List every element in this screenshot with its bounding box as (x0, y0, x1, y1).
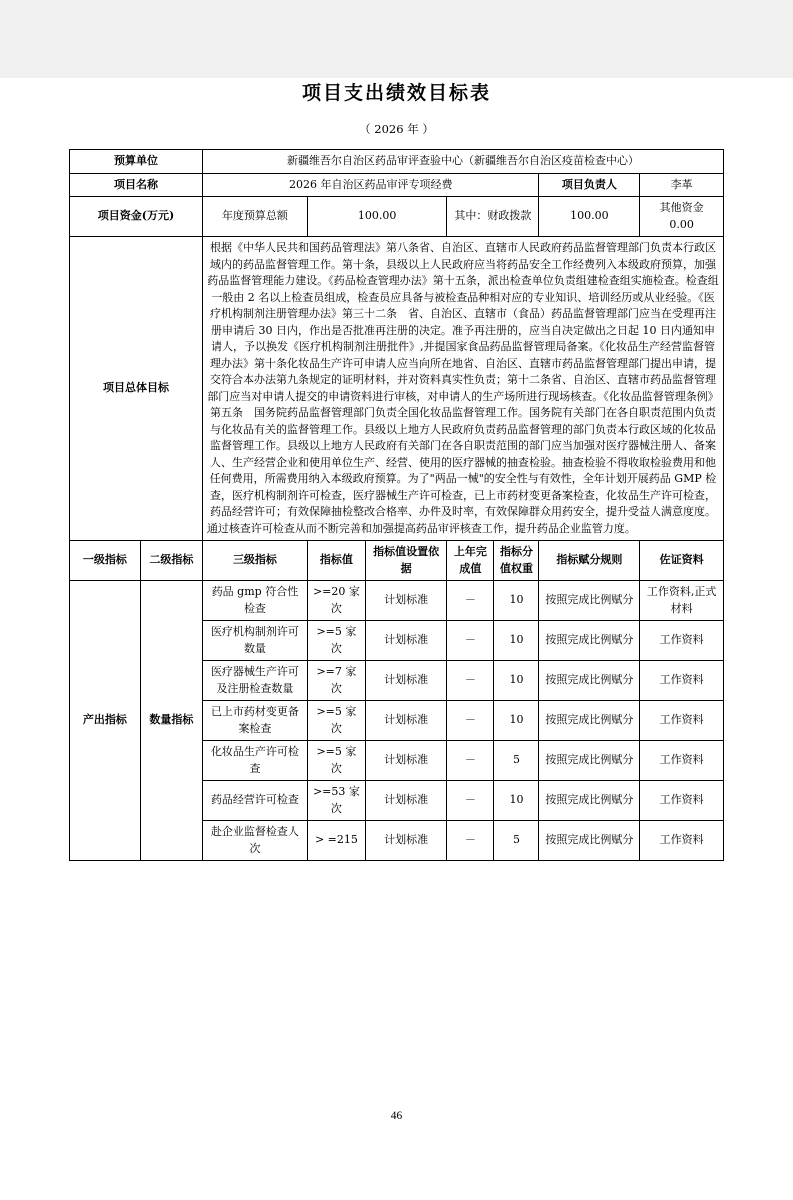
indicator-name: 化妆品生产许可检查 (202, 741, 307, 781)
indicator-last-year: － (447, 581, 494, 621)
project-name-label: 项目名称 (70, 173, 203, 197)
indicator-weight: 10 (494, 661, 539, 701)
other-fund-value: 0.00 (669, 217, 694, 231)
indicator-basis: 计划标准 (365, 701, 446, 741)
indicator-basis: 计划标准 (365, 661, 446, 701)
indicator-value: >=53 家次 (307, 781, 365, 821)
overall-goal-text: 根据《中华人民共和国药品管理法》第八条省、自治区、直辖市人民政府药品监督管理部门负责本行政区域内的药品监督管理工作。第十条，县级以上人民政府应当将药品安全工作经费列入本级政府预算，加强药品监督管理能力建设。《药品检查管理办法》第十五条，派出检查单位负责组建检查组实施检查。检查组一般由 2 名以上检查员组成，检查员应具备与被检查品种相对应的专业知识、培训经历或从业经验。《医疗机构制剂注册管理办法》第三十二条 省、自治区、直辖市（食品）药品监督管理部门应当在受理再注册申请后 30 日内，作出是否批准再注册的决定。准予再注册的，应当自决定做出之日起 10 日内通知申请人，予以换发《医疗机构制剂注册批件》,并提国家食品药品监督管理局备案。《化妆品生产经营监督管理办法》第十条化妆品生产许可申请人应当向所在地省、自治区、直辖市药品监督管理部门提出申请，提交符合本办法第九条规定的证明材料，并对资料真实性负责；第十二条省、自治区、直辖市药品监督管理部门应当对申请人提交的申请资料进行审核，对申请人的生产场所进行现场核查。《化妆品监督管理条例》第五条 国务院药品监督管理部门负责全国化妆品监督管理工作。国务院有关部门在各自职责范围内负责与化妆品有关的监督管理工作。县级以上地方人民政府负责药品监督管理的部门负责本行政区域的化妆品监督管理工作。县级以上地方人民政府有关部门在各自职责范围的部门应当加强对医疗器械注册人、备案人、生产经营企业和使用单位生产、经营、使用的医疗器械的抽查检验。抽查检验不得收取检验费用和他任何费用，所需费用纳入本级政府预算。为了"两品一械"的安全性与有效性，全年计划开展药品 GMP 检查，医疗机构制剂许可检查，医疗器械生产许可检查，已上市药材变更备案检查，化妆品生产许可检查，药品经营许可；有效保障抽检整改合格率、办件及时率，有效保障群众用药安全，提升受益人满意度度。通过核查许可检查从而不断完善和加强提高药品审评核查工作，提升药品企业监管力度。 (202, 237, 723, 541)
indicator-evidence: 工作资料 (640, 781, 724, 821)
page-title: 项目支出绩效目标表 (301, 82, 491, 104)
document-year: （ 2026 年 ） (359, 122, 434, 136)
indicator-score-rule: 按照完成比例赋分 (539, 781, 640, 821)
indicator-name: 医疗器械生产许可及注册检查数量 (202, 661, 307, 701)
indicator-value: >=5 家次 (307, 701, 365, 741)
table-row-budget-unit (70, 150, 724, 174)
table-row (70, 581, 724, 621)
indicator-weight: 10 (494, 781, 539, 821)
indicator-last-year: － (447, 661, 494, 701)
header-score-rule: 指标赋分规则 (539, 541, 640, 581)
indicator-value: >=5 家次 (307, 741, 365, 781)
indicator-score-rule: 按照完成比例赋分 (539, 701, 640, 741)
indicator-score-rule: 按照完成比例赋分 (539, 821, 640, 861)
of-which-label: 其中：财政拨款 (447, 197, 539, 237)
indicator-value: >=7 家次 (307, 661, 365, 701)
indicator-evidence: 工作资料,正式材料 (640, 581, 724, 621)
indicator-header-row (70, 541, 724, 581)
document-page (0, 78, 793, 1200)
indicator-basis: 计划标准 (365, 821, 446, 861)
indicator-value: >=20 家次 (307, 581, 365, 621)
project-owner-label: 项目负责人 (539, 173, 640, 197)
other-fund-label: 其他资金 (659, 201, 704, 214)
indicator-weight: 10 (494, 581, 539, 621)
indicator-score-rule: 按照完成比例赋分 (539, 661, 640, 701)
indicator-evidence: 工作资料 (640, 701, 724, 741)
indicator-last-year: － (447, 621, 494, 661)
annual-total-value: 100.00 (307, 197, 446, 237)
indicator-weight: 10 (494, 621, 539, 661)
indicator-value: >=5 家次 (307, 621, 365, 661)
indicator-evidence: 工作资料 (640, 621, 724, 661)
header-level2: 二级指标 (140, 541, 202, 581)
indicator-evidence: 工作资料 (640, 821, 724, 861)
table-row-overall-goal (70, 237, 724, 541)
indicator-weight: 10 (494, 701, 539, 741)
indicator-basis: 计划标准 (365, 741, 446, 781)
header-weight: 指标分值权重 (494, 541, 539, 581)
overall-goal-label: 项目总体目标 (70, 237, 203, 541)
table-row-fund (70, 197, 724, 237)
indicator-last-year: － (447, 821, 494, 861)
header-value: 指标值 (307, 541, 365, 581)
annual-total-label: 年度预算总额 (202, 197, 307, 237)
table-row-project-name (70, 173, 724, 197)
level2-label: 数量指标 (140, 581, 202, 861)
fund-label: 项目资金(万元) (70, 197, 203, 237)
header-level1: 一级指标 (70, 541, 141, 581)
indicator-last-year: － (447, 701, 494, 741)
indicator-basis: 计划标准 (365, 781, 446, 821)
indicator-evidence: 工作资料 (640, 741, 724, 781)
indicator-name: 药品 gmp 符合性检查 (202, 581, 307, 621)
indicator-score-rule: 按照完成比例赋分 (539, 741, 640, 781)
header-level3: 三级指标 (202, 541, 307, 581)
project-owner-value: 李革 (640, 173, 724, 197)
budget-unit-label: 预算单位 (70, 150, 203, 174)
indicator-score-rule: 按照完成比例赋分 (539, 621, 640, 661)
project-name-value: 2026 年自治区药品审评专项经费 (202, 173, 539, 197)
indicator-score-rule: 按照完成比例赋分 (539, 581, 640, 621)
other-fund-cell (640, 197, 724, 237)
indicator-weight: 5 (494, 741, 539, 781)
level1-label: 产出指标 (70, 581, 141, 861)
indicator-basis: 计划标准 (365, 621, 446, 661)
header-basis: 指标值设置依据 (365, 541, 446, 581)
indicator-name: 已上市药材变更备案检查 (202, 701, 307, 741)
performance-goal-table (69, 149, 724, 861)
indicator-value: > =215 (307, 821, 365, 861)
indicator-name: 医疗机构制剂许可数量 (202, 621, 307, 661)
indicator-last-year: － (447, 781, 494, 821)
of-which-value: 100.00 (539, 197, 640, 237)
header-evidence: 佐证资料 (640, 541, 724, 581)
header-last-year: 上年完成值 (447, 541, 494, 581)
indicator-weight: 5 (494, 821, 539, 861)
indicator-name: 药品经营许可检查 (202, 781, 307, 821)
indicator-last-year: － (447, 741, 494, 781)
indicator-evidence: 工作资料 (640, 661, 724, 701)
budget-unit-value: 新疆维吾尔自治区药品审评查验中心（新疆维吾尔自治区疫苗检查中心） (202, 150, 723, 174)
page-number: 46 (390, 1110, 403, 1122)
indicator-basis: 计划标准 (365, 581, 446, 621)
indicator-name: 赴企业监督检查人次 (202, 821, 307, 861)
